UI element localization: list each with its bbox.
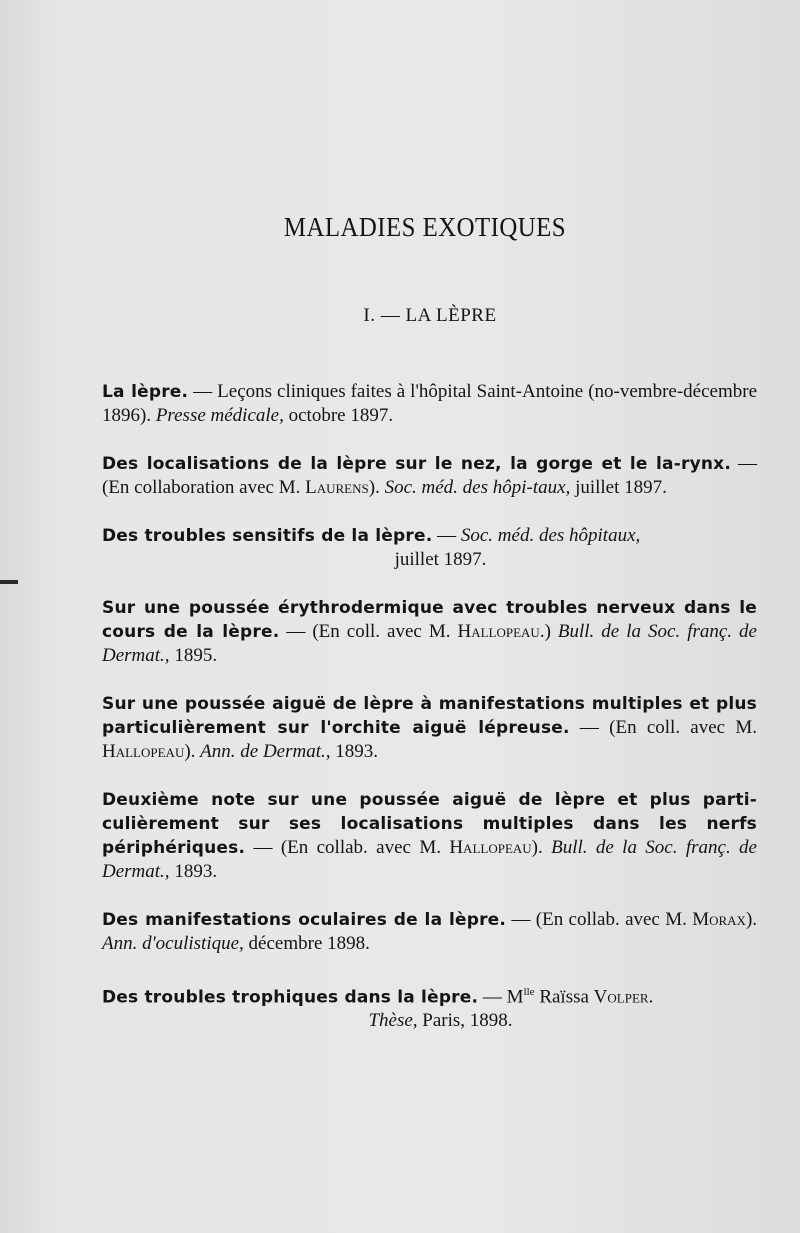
entry-journal: Soc. méd. des hôpitaux, [460, 525, 641, 546]
entry-title: La lèpre. [102, 382, 189, 402]
entry-date: 1893. [330, 741, 378, 762]
entry-separator: — [569, 717, 610, 738]
entry-date: décembre 1898. [243, 933, 370, 954]
entry-author: Hallopeau [457, 621, 540, 642]
entry-text: Raïssa [534, 986, 594, 1008]
entry-separator: — [188, 381, 218, 402]
entry-text: (En collab. avec M. [535, 909, 693, 930]
entry-title: Des localisations de la lèpre sur le nez, la gorge et le la-rynx. [102, 454, 731, 474]
entry-separator: — [432, 525, 461, 546]
entry-date: 1895. [169, 645, 218, 666]
entry-date: juillet 1897. [394, 549, 487, 570]
bibliography-entry [102, 908, 757, 956]
entry-author: Volper [593, 986, 649, 1008]
entry-date: 1893. [169, 861, 218, 882]
bibliography-entry [102, 692, 757, 764]
entry-separator: — [279, 621, 313, 642]
bibliography-entry [102, 452, 757, 500]
bibliography-entry [102, 596, 757, 668]
entry-text: (En collaboration avec M. [102, 477, 306, 498]
entry-text: (En collab. avec M. [280, 837, 450, 858]
entry-text: ). [184, 741, 201, 762]
entry-text: (En coll. avec M. [312, 621, 458, 642]
entry-text: (En coll. avec M. [609, 717, 757, 738]
entry-separator: — [730, 453, 757, 474]
entry-title: Des manifestations oculaires de la lèpre. [102, 910, 507, 930]
entry-text: ). [531, 837, 552, 858]
entry-date: juillet 1897. [570, 477, 667, 498]
entry-title: Deuxième note sur une poussée aiguë de lèpre et plus parti-culièrement sur ses localisations multiples dans les nerfs périphériques. [102, 790, 757, 858]
margin-mark [0, 580, 18, 584]
entry-journal: Soc. méd. des hôpi-taux, [384, 477, 571, 498]
entry-text: ). [368, 477, 385, 498]
entry-author: Morax [692, 909, 746, 930]
entry-author: Hallopeau [102, 741, 185, 762]
entry-journal: Thèse, [368, 1010, 418, 1032]
entry-text: ). [745, 909, 758, 930]
entry-text: . [648, 986, 654, 1008]
entry-title: Des troubles sensitifs de la lèpre. [102, 526, 433, 546]
entry-text: Leçons cliniques faites à l'hôpital Saint-Antoine (no-vembre-décembre 1896). [102, 381, 758, 426]
entry-date: Paris, 1898. [417, 1010, 513, 1032]
entry-author: Laurens [305, 477, 369, 498]
bibliography-entry [102, 980, 757, 1033]
entry-journal: Ann. de Dermat., [200, 741, 331, 762]
entry-journal: Presse médicale, [155, 405, 284, 426]
entry-date: octobre 1897. [283, 405, 394, 426]
page-title: MALADIES EXOTIQUES [283, 212, 567, 242]
entry-text: M [506, 986, 524, 1008]
entry-journal: Bull. de la Soc. franç. de Dermat., [102, 621, 757, 666]
entry-journal: Ann. d'oculistique, [102, 933, 244, 954]
entry-superscript: lle [523, 986, 535, 998]
entry-title: Sur une poussée érythrodermique avec troubles nerveux dans le cours de la lèpre. [102, 598, 757, 642]
entry-separator: — [506, 909, 536, 930]
entry-title: Des troubles trophiques dans la lèpre. [102, 987, 479, 1008]
bibliography-entry [102, 524, 757, 572]
entry-separator: — [478, 986, 507, 1008]
entry-author: Hallopeau [449, 837, 532, 858]
entry-journal: Bull. de la Soc. franç. de Dermat., [102, 837, 757, 882]
bibliography-list [102, 380, 757, 1057]
entry-title: Sur une poussée aiguë de lèpre à manifestations multiples et plus particulièrement sur l'orchite aiguë lépreuse. [102, 694, 757, 738]
section-heading: I. — LA LÈPRE [363, 305, 497, 326]
entry-text: .) [539, 621, 558, 642]
bibliography-entry [102, 788, 757, 884]
entry-separator: — [245, 837, 281, 858]
bibliography-entry [102, 380, 757, 428]
